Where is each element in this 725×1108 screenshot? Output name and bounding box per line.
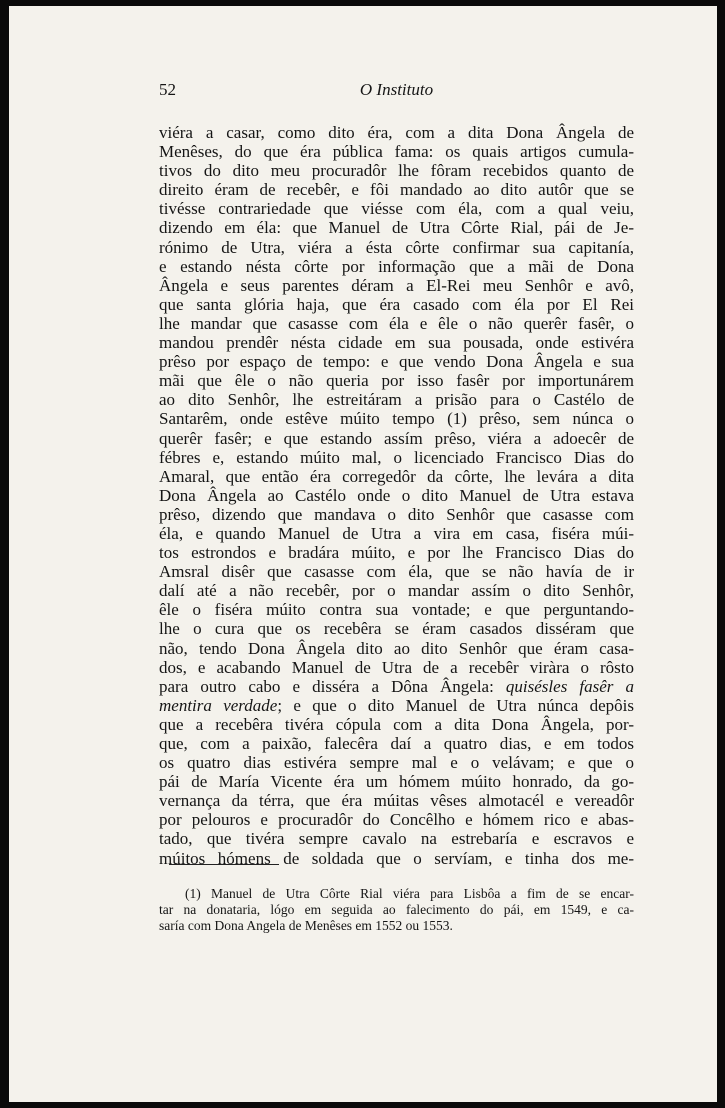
text-line (159, 677, 634, 696)
text-line: fébres e, estando múito mal, o licenciado Francisco Dias do (159, 447, 634, 467)
footnote-rule (169, 864, 279, 865)
page-number: 52 (159, 80, 176, 99)
text-line: querêr fasêr; e que estando assím prêso, viéra a adoecêr de (159, 428, 634, 448)
text-line: viéra a casar, como dito éra, com a dita Dona Ângela de (159, 123, 634, 142)
body-text (159, 123, 634, 868)
book-page (9, 6, 717, 1102)
text-line: tivos do dito meu procuradôr lhe fôram recebidos quanto de (159, 161, 634, 181)
text-line: Ângela e seus parentes déram a El-Rei meu Senhôr e avô, (159, 275, 634, 295)
text-line: êle o fiséra múito contra sua vontade; e que perguntando- (159, 600, 634, 620)
text-line: vernança da térra, que éra múitas vêses almotacél e vereadôr (159, 791, 634, 811)
running-title: O Instituto (359, 80, 434, 99)
text-line: Dona Ângela ao Castélo onde o dito Manuel de Utra estava (159, 485, 634, 505)
text-run: para outro cabo e disséra a Dôna Ângela: (159, 676, 506, 696)
text-line: prêso, dizendo que mandava o dito Senhôr que casasse com (159, 504, 634, 524)
text-line: por pelouros e procuradôr do Concêlho e hómem rico e abas- (159, 810, 634, 830)
text-line: prêso por espaço de tempo: e que vendo Dona Ângela e sua (159, 352, 634, 372)
italic-quote-cont: mentira verdade (159, 695, 278, 715)
text-line: que, com a paixão, falecêra daí a quatro dias, e em todos (159, 734, 634, 753)
text-line: dizendo em éla: que Manuel de Utra Côrte Rial, pái de Je- (159, 218, 634, 238)
text-line: dalí até a não recebêr, por o mandar assím o dito Senhôr, (159, 581, 634, 601)
text-line: éla, e quando Manuel de Utra a vira em casa, fiséra múi- (159, 523, 634, 543)
text-line: (1) Manuel de Utra Côrte Rial viéra para Lisbôa a fim de se encar- (185, 886, 634, 901)
text-line: tos estrondos e bradára múito, e por lhe Francisco Dias do (159, 543, 634, 563)
text-line: tado, que tivéra sempre cavalo na estrebaría e escravos e (159, 829, 634, 849)
page-header (159, 80, 634, 106)
italic-quote: quisésles fasêr a (505, 676, 634, 696)
text-line: tivésse contrariedade que viésse com éla, com a qual veiu, (159, 199, 634, 219)
text-line: ao dito Senhôr, lhe estreitáram a prisão para o Castélo de (159, 390, 634, 410)
text-line: que santa glória haja, que éra casado com éla por El Rei (159, 294, 634, 314)
text-line: mãi que êle o não queria por isso fasêr por importunárem (159, 371, 634, 391)
text-line: os quatro dias estivéra sempre mal e o velávam; e que o (159, 753, 634, 773)
text-line: Menêses, do que éra pública fama: os quais artigos cumula- (159, 142, 634, 162)
text-line: Amaral, que então éra corregedôr da côrte, lhe levára a dita (159, 466, 634, 486)
text-line: direito éram de recebêr, e fôi mandado ao dito autôr que se (159, 180, 634, 200)
text-line: e estando nésta côrte por informação que a mãi de Dona (159, 256, 634, 276)
footnote (159, 886, 634, 933)
text-line: lhe mandar que casasse com éla e êle o não querêr fasêr, o (159, 313, 634, 333)
text-run: ; e que o dito Manuel de Utra núnca depôis (277, 695, 634, 715)
text-line: não, tendo Dona Ângela dito ao dito Senhôr que éram casa- (159, 638, 634, 658)
text-line (159, 696, 634, 715)
text-line: saría com Dona Angela de Menêses em 1552 ou 1553. (159, 917, 453, 933)
text-line: rónimo de Utra, viéra a ésta côrte confirmar sua capitanía, (159, 237, 634, 257)
text-line: Amsral disêr que casasse com éla, que se não havía de ir (159, 562, 634, 582)
text-line: mandou prendêr nésta cidade em sua pousada, onde estivéra (159, 333, 634, 353)
text-line: que a recebêra tivéra cópula com a dita Dona Ângela, por- (159, 714, 634, 734)
text-line: pái de María Vicente éra um hómem múito honrado, da go- (159, 772, 634, 792)
text-line: tar na donataria, lógo em seguida ao falecimento do pái, em 1549, e ca- (159, 901, 634, 917)
text-line: Santarêm, onde estêve múito tempo (1) prêso, sem núnca o (159, 409, 634, 429)
text-line: dos, e acabando Manuel de Utra de a recebêr viràra o rôsto (159, 657, 634, 677)
text-line: lhe o cura que os recebêra se éram casados disséram que (159, 619, 634, 639)
text-line: múitos hómens de soldada que o servíam, e tinha dos me- (159, 848, 634, 868)
